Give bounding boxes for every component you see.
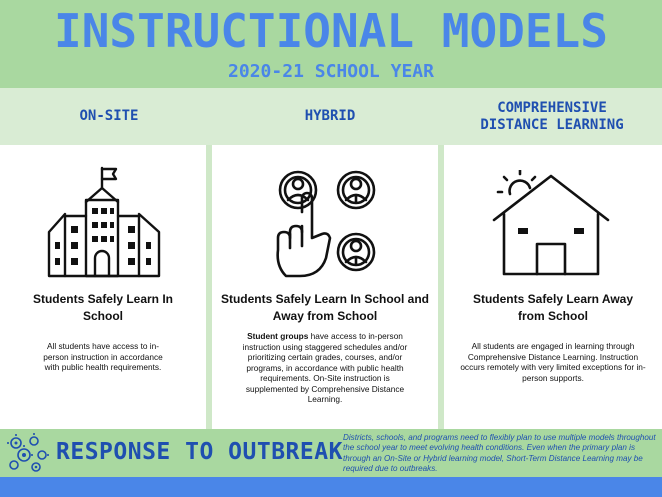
bottom-bar [0,477,662,497]
footer-title: RESPONSE TO OUTBREAK [56,439,343,465]
panel-description-on-site: All students have access to in-person instruction in accordance with public health requirements. [43,341,163,372]
hand-selecting-people-icon [272,168,382,280]
panel-title-distance: Students Safely Learn Away from School [472,292,634,323]
panel-title-on-site: Students Safely Learn In School [32,292,174,323]
column-heading-hybrid: HYBRID [304,108,356,124]
column-heading-distance: COMPREHENSIVE DISTANCE LEARNING [480,99,624,133]
panel-description-hybrid: Student groups have access to in-person instruction using staggered schedules and/or prioritizing certain grades, courses, and/or programs, in accordance with public health requirements. On-Site instruction is supplemented by Comprehensive Distance Learning. [242,331,408,404]
panel-description-distance: All students are engaged in learning through Comprehensive Distance Learning. Instruction occurs remotely with very limited exceptions for in-person supports. [460,341,646,383]
house-with-sun-icon [490,170,612,280]
footer-text: Districts, schools, and programs need to flexibly plan to use multiple models throughout the school year to meet evolving health conditions. Even when the primary plan is through an On-Site or Hybrid learning model, Short-Term Distance Learning may be required due to outbreaks. [343,433,656,473]
virus-cluster-icon [6,433,50,473]
panel-title-hybrid: Students Safely Learn In School and Away from School [220,292,430,323]
page-title: INSTRUCTIONAL MODELS [54,4,608,58]
page-subtitle: 2020-21 SCHOOL YEAR [228,61,434,82]
column-heading-on-site: ON-SITE [79,108,139,124]
school-building-icon [45,166,163,278]
